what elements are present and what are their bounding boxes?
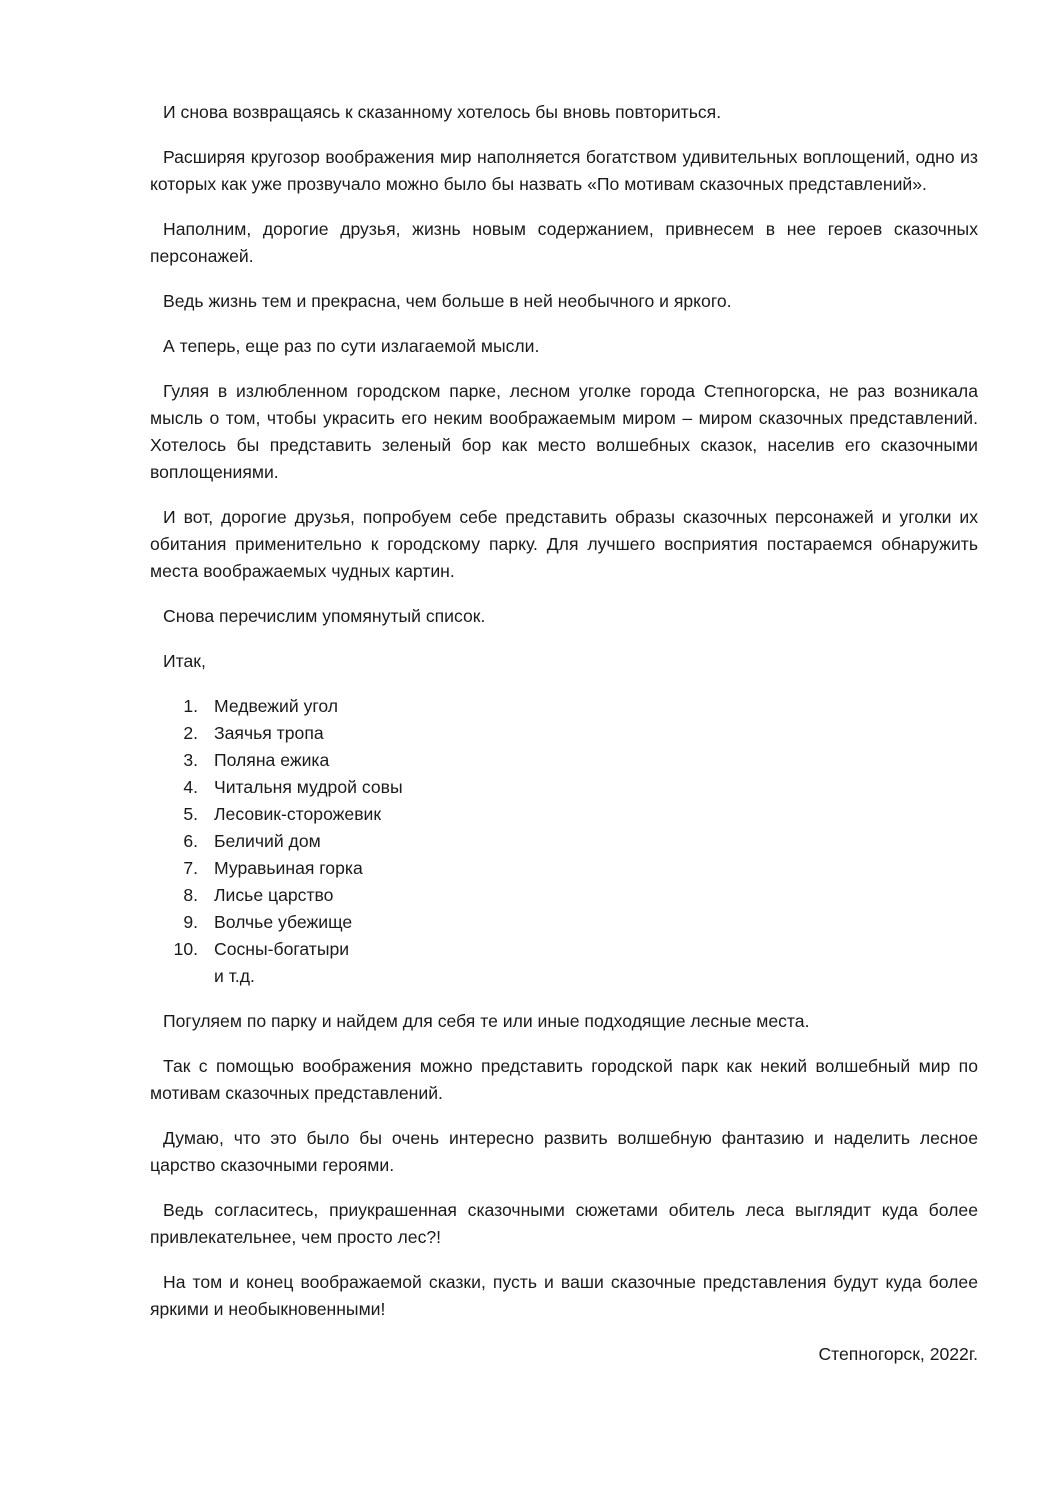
- list-item-number: 4.: [183, 777, 198, 797]
- paragraph-12: Думаю, что это было бы очень интересно развить волшебную фантазию и наделить лесное царство сказочными героями.: [150, 1128, 978, 1175]
- list-item-text: Поляна ежика: [214, 750, 330, 770]
- list-item-number: 2.: [183, 723, 198, 743]
- list-item: [150, 720, 978, 747]
- list-item-text: Лесовик-сторожевик: [214, 804, 382, 824]
- list-item-number: 9.: [183, 912, 198, 932]
- list-item-text: Муравьиная горка: [214, 858, 363, 878]
- list-item-text: Беличий дом: [214, 831, 321, 851]
- paragraph-1: И снова возвращаясь к сказанному хотелось бы вновь повториться.: [163, 102, 722, 122]
- places-list: [150, 693, 978, 963]
- list-item-number: 5.: [183, 804, 198, 824]
- list-item: [150, 936, 978, 963]
- paragraph-3: Наполним, дорогие друзья, жизнь новым содержанием, привнесем в нее героев сказочных персонажей.: [150, 219, 978, 266]
- list-item-text: Заячья тропа: [214, 723, 324, 743]
- paragraph-13: Ведь согласитесь, приукрашенная сказочными сюжетами обитель леса выглядит куда более привлекательнее, чем просто лес?!: [150, 1200, 978, 1247]
- paragraph-7: И вот, дорогие друзья, попробуем себе представить образы сказочных персонажей и уголки их обитания применительно к городскому парку. Для лучшего восприятия постараемся обнаружить места воображаемых чудных картин.: [150, 507, 978, 581]
- list-item-text: Лисье царство: [214, 885, 334, 905]
- list-item-text: Читальня мудрой совы: [214, 777, 403, 797]
- list-item-text: Медвежий угол: [214, 696, 339, 716]
- list-item-number: 10.: [173, 939, 198, 959]
- paragraph-11: Так с помощью воображения можно представить городской парк как некий волшебный мир по мотивам сказочных представлений.: [150, 1056, 978, 1103]
- paragraph-6: Гуляя в излюбленном городском парке, лесном уголке города Степногорска, не раз возникала мысль о том, чтобы украсить его неким воображаемым миром – миром сказочных представлений. Хотелось бы представить зеленый бор как место волшебных сказок, населив его сказочными воплощениями.: [150, 381, 978, 482]
- list-item: [150, 774, 978, 801]
- list-item: [150, 693, 978, 720]
- paragraph-14: На том и конец воображаемой сказки, пусть и ваши сказочные представления будут куда более яркими и необыкновенными!: [150, 1272, 978, 1319]
- list-item: [150, 855, 978, 882]
- paragraph-4: Ведь жизнь тем и прекрасна, чем больше в ней необычного и яркого.: [163, 291, 732, 311]
- signature-place-date: Степногорск, 2022г.: [818, 1344, 978, 1364]
- list-etc-note: и т.д.: [214, 966, 255, 986]
- list-item-text: Сосны-богатыри: [214, 939, 350, 959]
- list-item: [150, 801, 978, 828]
- paragraph-2: Расширяя кругозор воображения мир наполняется богатством удивительных воплощений, одно из которых как уже прозвучало можно было бы назвать «По мотивам сказочных представлений».: [150, 147, 978, 194]
- list-item-text: Волчье убежище: [214, 912, 353, 932]
- paragraph-10: Погуляем по парку и найдем для себя те или иные подходящие лесные места.: [163, 1011, 810, 1031]
- list-item: [150, 882, 978, 909]
- paragraph-8: Снова перечислим упомянутый список.: [163, 606, 486, 626]
- list-item-number: 6.: [183, 831, 198, 851]
- list-item: [150, 828, 978, 855]
- list-item-number: 8.: [183, 885, 198, 905]
- document-page: [150, 99, 978, 1368]
- list-item: [150, 909, 978, 936]
- list-item-number: 1.: [183, 696, 198, 716]
- list-item: [150, 747, 978, 774]
- list-item-number: 3.: [183, 750, 198, 770]
- paragraph-9: Итак,: [163, 651, 206, 671]
- paragraph-5: А теперь, еще раз по сути излагаемой мысли.: [163, 336, 540, 356]
- list-item-number: 7.: [183, 858, 198, 878]
